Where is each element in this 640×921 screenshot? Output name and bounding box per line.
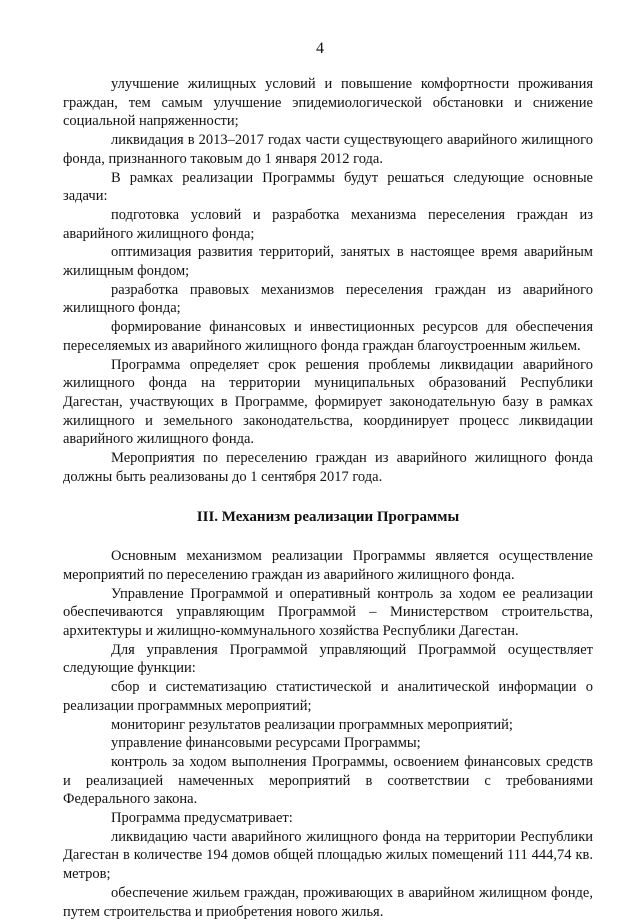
page-number: 4 [316,40,324,57]
paragraph: управление финансовыми ресурсами Программы; [111,735,421,752]
paragraph: Управление Программой и оперативный контроль за ходом ее реализации обеспечиваются управляющим Программой – Министерством строительства, архитектуры и жилищно-коммунального хозяйства Республики Дагестан. [63,585,593,639]
paragraph: разработка правовых механизмов переселения граждан из аварийного жилищного фонда; [63,281,593,317]
paragraph: сбор и систематизацию статистической и аналитической информации о реализации программных мероприятий; [63,679,593,714]
paragraph: ликвидация в 2013–2017 годах части существующего аварийного жилищного фонда, признанного таковым до 1 января 2012 года. [63,132,593,167]
section-title: III. Механизм реализации Программы [196,509,460,526]
paragraph: Мероприятия по переселению граждан из аварийного жилищного фонда должны быть реализованы до 1 сентября 2017 года. [63,450,593,485]
paragraph: мониторинг результатов реализации программных мероприятий; [111,716,513,733]
paragraph: Программа предусматривает: [111,810,293,827]
paragraph: улучшение жилищных условий и повышение комфортности проживания граждан, тем самым улучшение эпидемиологической обстановки и снижение социальной напряженности; [63,76,593,130]
document-body [63,75,593,921]
paragraph: подготовка условий и разработка механизма переселения граждан из аварийного жилищного фонда; [63,206,593,242]
paragraph: Основным механизмом реализации Программы является осуществление мероприятий по переселению граждан из аварийного жилищного фонда. [63,548,593,583]
paragraph: Программа определяет срок решения проблемы ликвидации аварийного жилищного фонда на территории муниципальных образований Республики Дагестан, участвующих в Программе, формирует законодательную базу в рамках жилищного и земельного законодательства, координирует процесс ликвидации аварийного жилищного фонда. [63,356,593,448]
paragraph: оптимизация развития территорий, занятых в настоящее время аварийным жилищным фондом; [63,244,593,280]
paragraph: В рамках реализации Программы будут решаться следующие основные задачи: [63,169,593,205]
paragraph: ликвидацию части аварийного жилищного фонда на территории Республики Дагестан в количестве 194 домов общей площадью жилых помещений 111 444,74 кв. метров; [63,828,593,883]
paragraph: Для управления Программой управляющий Программой осуществляет следующие функции: [63,641,593,677]
paragraph: формирование финансовых и инвестиционных ресурсов для обеспечения переселяемых из аварийного жилищного фонда граждан благоустроенным жильем. [63,319,593,354]
paragraph: обеспечение жильем граждан, проживающих в аварийном жилищном фонде, путем строительства и приобретения нового жилья. [63,884,593,920]
paragraph: контроль за ходом выполнения Программы, освоением финансовых средств и реализацией намеченных мероприятий в соответствии с требованиями Федерального закона. [63,753,593,808]
